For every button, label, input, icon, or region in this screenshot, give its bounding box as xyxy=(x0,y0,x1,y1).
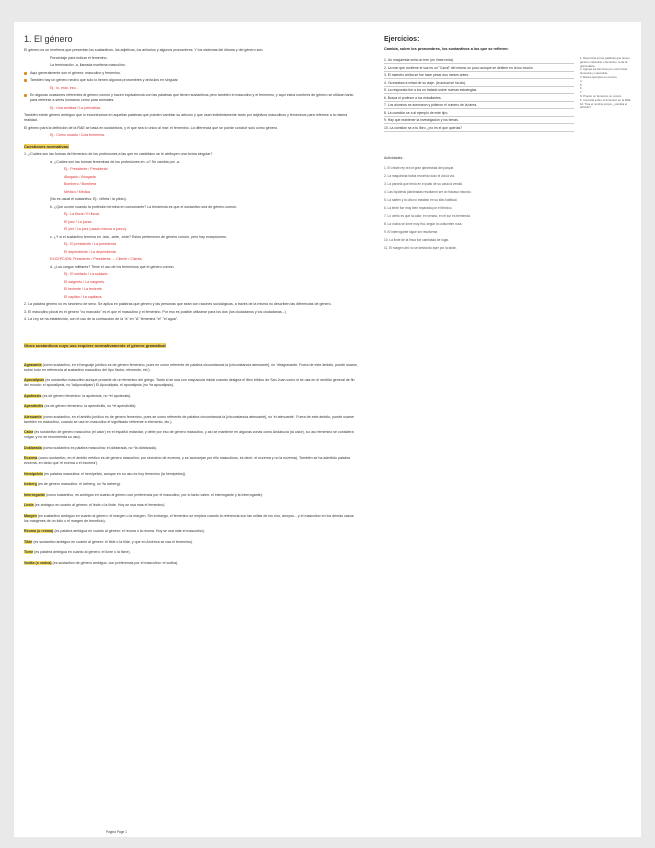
glossary-term: Hemipelvis xyxy=(24,471,43,476)
glossary-entry xyxy=(24,529,359,534)
glossary-definition: (es sustantivo ambiguo en cuanto al género: el margen o la margen. Sin embargo, el femenino se emplea cuando la referencia son las orillas de los ríos, arroyos... y el masculino en los demás casos: los márgenes de un folio o el margen de beneficio). xyxy=(24,513,355,523)
handwritten-line: 3. La parcela que tenía en el patio de su casa la vendió. xyxy=(384,181,464,186)
example-line: El capitán / La capitana. xyxy=(64,294,103,299)
glossary-term: Doblarada xyxy=(24,445,42,450)
glossary-entry xyxy=(24,482,359,487)
glossary-term: Vodka (o vodca) xyxy=(24,560,52,565)
example-line: El sargento / La sargento. xyxy=(64,279,106,284)
glossary-definition: (es sustantivo de género ambiguo, con preferencia por el masculino: el vodka). xyxy=(52,560,179,565)
example-line: El dependiente / La dependienta xyxy=(64,249,116,254)
example-line: Médico / Médica xyxy=(64,189,91,194)
glossary-definition: (es de género femenino: la apoteosis, no *el apoteosis). xyxy=(42,393,132,398)
example-line: Bombero / Bombera xyxy=(64,182,97,186)
example-line: Ej.: Presidente / Presidenta xyxy=(64,167,108,171)
note-line: (No es usual el sustantivo: Ej.: niñeta / la piloto). xyxy=(50,197,127,201)
exercise-note: 6. xyxy=(580,86,583,91)
bullet-point: También hay un género neutro que solo lo tienen algunos pronombres y artículos en singular. xyxy=(24,78,359,83)
exercise-note: 1. Determina en las palabras que tienen genero masculino o femenino, la de la grammática. xyxy=(580,56,630,68)
glossary-entry xyxy=(24,456,359,466)
question: 1. ¿Cuáles son las formas del femenino de los profesiones a las que en castellano se le atribuyen una forma singular? xyxy=(24,152,213,156)
glossary-term: Apendicitis xyxy=(24,404,44,408)
exercise-item: 2. La mar que contiene el sus es un "Canal" del mismo un poco aunque se detiene en la luz mucho xyxy=(384,65,574,72)
handwritten-line: 8. La vodka se sirve muy fría, según la costumbre rusa. xyxy=(384,221,463,226)
glossary-definition: (es de género femenino: la apendicitis, no *el apendicitis). xyxy=(44,404,137,408)
exception-line: EXCEPCIÓN: Presidente / Presidenta → Cliente / Clienta. xyxy=(50,257,143,261)
glossary-entry xyxy=(24,472,359,477)
glossary-definition: (es palabra ambigua en cuanto al género: el tizne o la tizne). xyxy=(34,550,131,554)
glossary-definition: (como sustantivo, en el ámbito médico es de género masculino: por sinónimo de eczema, y se aconsejan por ello masculinos, es decir: el eczema y no la eczema). También se ha admitido palabra ezcema, en tanto que 'el ecema o el ezcema'). xyxy=(24,456,350,465)
glossary-definition: (es palabra masculina: el hemipelvis, aunque en su uso es hoy femenino (la hemipelvis)). xyxy=(43,471,187,476)
example-line: Abogado / Abogada xyxy=(64,174,96,179)
example-line: Ej.: Una amistad / La periodista. xyxy=(50,105,101,110)
glossary-definition: (como sustantivo, en el lenguaje jurídico es de género femenino, pues en como referente de palabra circunstancia la [circunstancia atenuante], no "eltagravante. Fuera de este ámbito, puede usarse, sobre todo en referencia al sustantivo masculino del tipo 'factor, elemento, etc'). xyxy=(24,362,358,372)
glossary-entry xyxy=(24,493,359,498)
glossary-entry xyxy=(24,378,359,388)
glossary-entry xyxy=(24,550,359,555)
glossary-entry xyxy=(24,394,359,399)
question: 3. El masculino plural es el género "no marcado" es el que el masculino y el femenino. Por eso es posible utilizarse para los dos (los ciudadanos y los ciudadanas...) xyxy=(24,309,286,314)
exercise-item: 9. Hay que mantener la investigación y los temas. xyxy=(384,117,574,124)
entry-list xyxy=(24,363,359,572)
exercise-item: 4. Ya estaban a mitad de su viaje. (la actual se ha ido). xyxy=(384,80,574,87)
example-line: El teniente / La teniente. xyxy=(64,287,103,291)
exercise-item: 10. La cuestión se a tu libro, ¿no es el que querías? xyxy=(384,125,574,132)
handwritten-line: 10. La linde de la finca fue cambiada de lugar. xyxy=(384,237,450,242)
glossary-entry xyxy=(24,561,359,566)
glossary-term: Apocalipsis xyxy=(24,378,45,382)
bullet-point: En algunas ocasiones referentes al género común y hacen equivalencia con las palabras que tienen sustantivos pero también el masculino y el femenino, y aquí estos nombres de género se utilizan tanto para referirse a seres humanos como para animales. xyxy=(24,93,359,103)
glossary-definition: (es sustantivo masculino aunque procede de un femenino del griego. Tanto si se usa con mayúscula inicial cuando designa el libro bíblico de San Juan como si se usa en el sentido general de fin del mundo: el apocalipsis, no 'laApocalipsis') El Apocalipsis, el apocalipsis (no *la apocalipsis). xyxy=(24,378,355,387)
glossary-definition: (como sustantivo, en el ámbito jurídico es de género femenino, pues se como referente de palabra circunstancia la [circunstancia atenuante], no 'el atenuante'. Fuera de este ámbito, puede usarse también en masculino, cuando se usa en masculino el significado referente a elemento, etc.). xyxy=(24,414,354,424)
intro-line: Porcentaje para indicar el femenino. xyxy=(50,55,108,60)
glossary-definition: (es de género masculino: el iceberg, no *la iceberg). xyxy=(37,482,121,486)
paragraph: El género para la definición de la RAE se basa en sustantivos, y el que sea lo único al mar: el femenino. La diferencia que se puede concluir solo como género. xyxy=(24,125,278,130)
glossary-entry xyxy=(24,404,359,409)
normative-heading: Cuestiones normativas: xyxy=(24,144,70,149)
glossary-definition: (como sustantivo, es ambiguo en cuanto al género con preferencia por el masculino, por lo tanto valen: el interrogante y la interrogante). xyxy=(45,492,263,497)
exercise-note: 5. xyxy=(580,82,583,87)
glossary-term: Reuma (o reúma) xyxy=(24,529,54,533)
exercise-item: 6. Busca el profesor a los estudiantes. xyxy=(384,95,574,102)
document-page xyxy=(14,22,641,837)
exercise-item: 3. El maestro arriba se fue hace pesar dos meses antes. xyxy=(384,72,574,79)
intro-line: La terminación -a, llamada morfema masculino. xyxy=(50,63,126,67)
glossary-definition: (es sustantivo ambiguo en cuanto al género: el tilde o la tilde, y que en América se usa el femenino). xyxy=(33,539,193,544)
glossary-entry xyxy=(24,446,359,451)
theory-column xyxy=(24,22,359,571)
exercise-notes xyxy=(580,57,634,132)
example-line: El juez / La jueza. xyxy=(64,219,93,224)
other-nouns-heading: Otros sustantivos cuyo uso requiere normativamente el género gramatical xyxy=(24,342,166,348)
glossary-definition: (es ambiguo en cuanto al género: el linde o la linde. Hoy se usa más el femenino). xyxy=(34,503,166,507)
handwritten-line: 4. Las hipótesis planteadas resultaron ser un fracaso rotundo. xyxy=(384,189,472,194)
exercise-note: 9. Consulta sobre el femenino en la RAE. xyxy=(580,97,632,102)
question: 4. La Ley se ha establecido, con el uso de la contracción de la "a" en "A" femenina "el" "el agua". xyxy=(24,317,179,321)
exercise-note: 4. xyxy=(580,78,583,83)
paragraph: También existe género ambiguo que lo encontramos en aquellas palabras que pueden cambiar su artículo y que usan indistintamente tanto por adjetivos masculinos y femeninos para referirse a la misma realidad. xyxy=(24,113,348,122)
example-line: El y/el / La juez (usado menos a juezu). xyxy=(64,227,127,231)
glossary-term: Tizne xyxy=(24,550,34,554)
example-line: Ej.: El presidente / La presidenta xyxy=(64,242,116,246)
exercise-items xyxy=(384,57,574,132)
glossary-entry xyxy=(24,514,359,524)
handwritten-line: 6. La lente fue muy bien reparada por el técnico. xyxy=(384,205,453,210)
handwritten-title: Actividades xyxy=(384,156,403,160)
exercise-block xyxy=(384,57,634,132)
glossary-definition: (es sustantivo de género masculino (el calor) en el español estándar, y debe por eso de género masculino, y así se mantiene en algunas zonas como Andalucía (la calor), su uso femenino se considera vulgar, y no se recomienda su uso). xyxy=(24,430,354,439)
glossary-definition: (como sustantivo es palabra masculina: el doblarada, no *la doblarada). xyxy=(42,445,157,450)
exercise-note: 8. Propón un femenino no común. xyxy=(580,93,623,98)
handwritten-line: 7. Lo cierto es que la calor, en verano, en el sur es tremenda. xyxy=(384,213,471,218)
example-line: Ej.: La fiscal / El fiscal. xyxy=(64,212,100,216)
exercise-note: 7. xyxy=(580,90,583,95)
handwritten-line: 2. La maquinista había recorrido todo el día la vía. xyxy=(384,173,455,178)
glossary-term: Eczema xyxy=(24,456,38,460)
question: 2. La palabra género no es sinónimo de sexo. Se aplica en palabras que género y las personas que sean con razones sociológicas, a través de la misma no describen las diferencias de género. xyxy=(24,302,332,306)
glossary-term: Calor xyxy=(24,430,34,434)
exercises-title: Ejercicios: xyxy=(384,36,420,43)
glossary-term: Apoteosis xyxy=(24,393,42,398)
section-title: 1. El género xyxy=(24,34,73,44)
glossary-entry xyxy=(24,430,359,440)
glossary-entry xyxy=(24,363,359,373)
exercise-note: 10. Tras el nombre propio, ¿cambia el artículo? xyxy=(580,101,628,110)
handwritten-line: 1. El chiste rey era el gran ajedrecista del parque. xyxy=(384,165,455,170)
example-line: Ej.: Cómo rosado / Cola femenina. xyxy=(50,133,105,137)
sub-question: c. ¿Y si el sustantivo termina en -ista, -ante, -ente? Estos pertenecen de género común, pero hay excepciones. xyxy=(50,234,227,239)
sub-question: a. ¿Cuáles son las formas femeninas de los profesiones en -o? Se cambia por -a. xyxy=(50,159,181,164)
handwritten-exercises xyxy=(384,164,634,252)
glossary-term: Margen xyxy=(24,513,37,518)
exercise-item: 5. La respuesta fue a los un tratado sobre nuevas estrategias. xyxy=(384,87,574,94)
sub-question: b. ¿Qué ocurre cuando la profesión termina en consonante? La tendencia es que el sustantivo sea de género común. xyxy=(50,204,238,209)
glossary-entry xyxy=(24,415,359,425)
glossary-term: Tilde xyxy=(24,539,33,544)
exercises-subtitle: Cambia, sobre los pronombres, los sustantivos a los que se refieren: xyxy=(384,47,509,51)
sub-question: d. ¿Los cargos militares? Tiene el uso de los femeninos que el género común. xyxy=(50,264,175,269)
exercise-item: 7. Los alumnos se acercaron y pidieron el número de la tarea. xyxy=(384,102,574,109)
glossary-term: Linde xyxy=(24,503,34,507)
example-line: Ej.: lo, esto, eso... xyxy=(50,85,79,90)
glossary-entry xyxy=(24,503,359,508)
intro-paragraph: El género es un morfema que presentan los sustantivos, los adjetivos, los artículos y algunos pronombres. Y los sistemas del idioma y del género son: xyxy=(24,48,264,52)
handwritten-line: 9. El interrogante sigue sin resolverse. xyxy=(384,229,439,234)
exercise-column xyxy=(384,22,634,252)
glossary-term: Interrogante xyxy=(24,492,45,497)
exercise-note: 3. Busca ejemplos en el texto. xyxy=(580,74,618,79)
exercise-item: 1. Un maquinista seria un tren (en línea recta). xyxy=(384,57,574,64)
glossary-term: Iceberg xyxy=(24,482,37,486)
exercise-item: 8. La cuestión se a al ejemplo de este tipo. xyxy=(384,110,574,117)
glossary-entry xyxy=(24,540,359,545)
glossary-term: Agravante xyxy=(24,362,42,367)
handwritten-line: 11. El margen del río se desbordó ayer por la tarde. xyxy=(384,245,457,250)
handwritten-line: 5. La sartén y la olla no estaban en su sitio habitual. xyxy=(384,197,458,202)
example-line: Ej.: El soldado / La soldado. xyxy=(64,272,109,276)
page-footer: Página Page 1 xyxy=(106,830,127,834)
glossary-term: Atenuante xyxy=(24,414,42,419)
glossary-definition: (es palabra ambigua en cuanto al género: el reuma o la reuma. Hoy se usa más el masculino). xyxy=(54,529,205,533)
exercise-note: 2. Agrupa los términos por sus formas femenina y masculina. xyxy=(580,67,628,76)
bullet-point: Aquí generalmente son el género: masculino y femenino. xyxy=(24,71,359,76)
